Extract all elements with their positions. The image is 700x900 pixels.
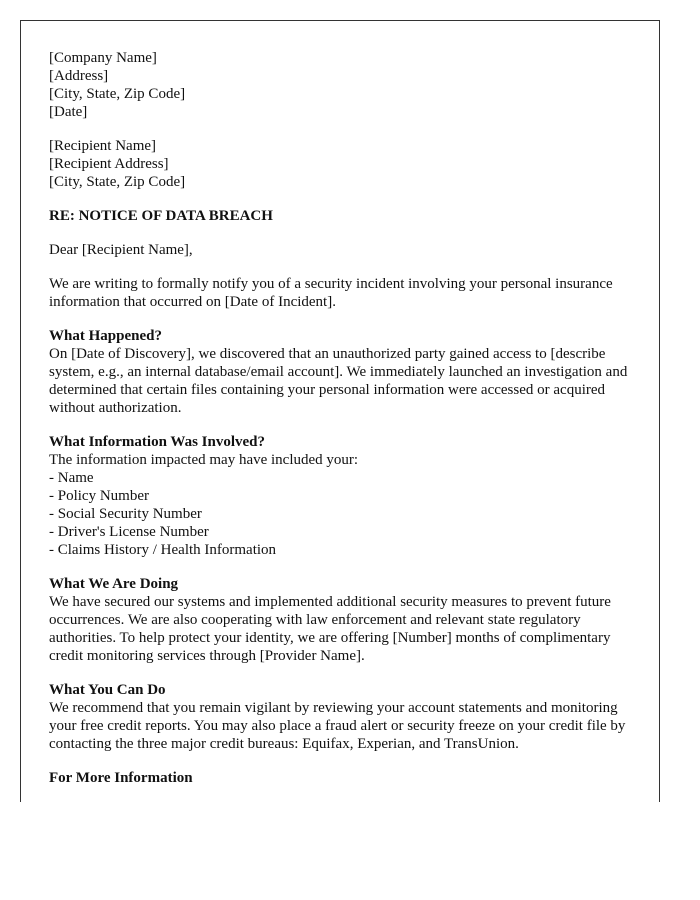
section-body: On [Date of Discovery], we discovered that an unauthorized party gained access to [describe system, e.g., an internal database/email account]. We immediately launched an investigation and determined that certain files containing your personal information were accessed or acquired without authorization. [49, 346, 628, 416]
letter-page [20, 20, 660, 802]
list-item: - Social Security Number [49, 506, 202, 522]
section-heading: What We Are Doing [49, 576, 179, 592]
section-more-information [49, 769, 631, 787]
section-what-happened [49, 327, 631, 417]
letter-date: [Date] [49, 104, 88, 120]
section-information-involved [49, 433, 631, 559]
company-address: [Address] [49, 68, 109, 84]
recipient-name: [Recipient Name] [49, 138, 157, 154]
list-item: - Claims History / Health Information [49, 542, 277, 558]
section-heading: What Happened? [49, 328, 162, 344]
company-city: [City, State, Zip Code] [49, 86, 186, 102]
sender-block [49, 49, 631, 121]
intro-paragraph: We are writing to formally notify you of a security incident involving your personal insurance information that occurred on [Date of Incident]. [49, 276, 613, 310]
section-body: We have secured our systems and implemented additional security measures to prevent future occurrences. We are also cooperating with law enforcement and relevant state regulatory authorities. To help protect your identity, we are offering [Number] months of complimentary credit monitoring services through [Provider Name]. [49, 594, 611, 664]
list-item: - Driver's License Number [49, 524, 209, 540]
recipient-block [49, 137, 631, 191]
section-heading: What You Can Do [49, 682, 166, 698]
section-what-we-are-doing [49, 575, 631, 665]
section-heading: What Information Was Involved? [49, 434, 266, 450]
list-item: - Name [49, 470, 94, 486]
subject-line: RE: NOTICE OF DATA BREACH [49, 208, 273, 224]
salutation: Dear [Recipient Name], [49, 242, 193, 258]
section-heading: For More Information [49, 770, 193, 786]
recipient-city: [City, State, Zip Code] [49, 174, 186, 190]
list-item: - Policy Number [49, 488, 149, 504]
section-body: The information impacted may have included your: [49, 452, 359, 468]
recipient-address: [Recipient Address] [49, 156, 169, 172]
section-what-you-can-do [49, 681, 631, 753]
company-name: [Company Name] [49, 50, 157, 66]
section-body: We recommend that you remain vigilant by reviewing your account statements and monitoring your free credit reports. You may also place a fraud alert or security freeze on your credit file by contacting the three major credit bureaus: Equifax, Experian, and TransUnion. [49, 700, 626, 752]
